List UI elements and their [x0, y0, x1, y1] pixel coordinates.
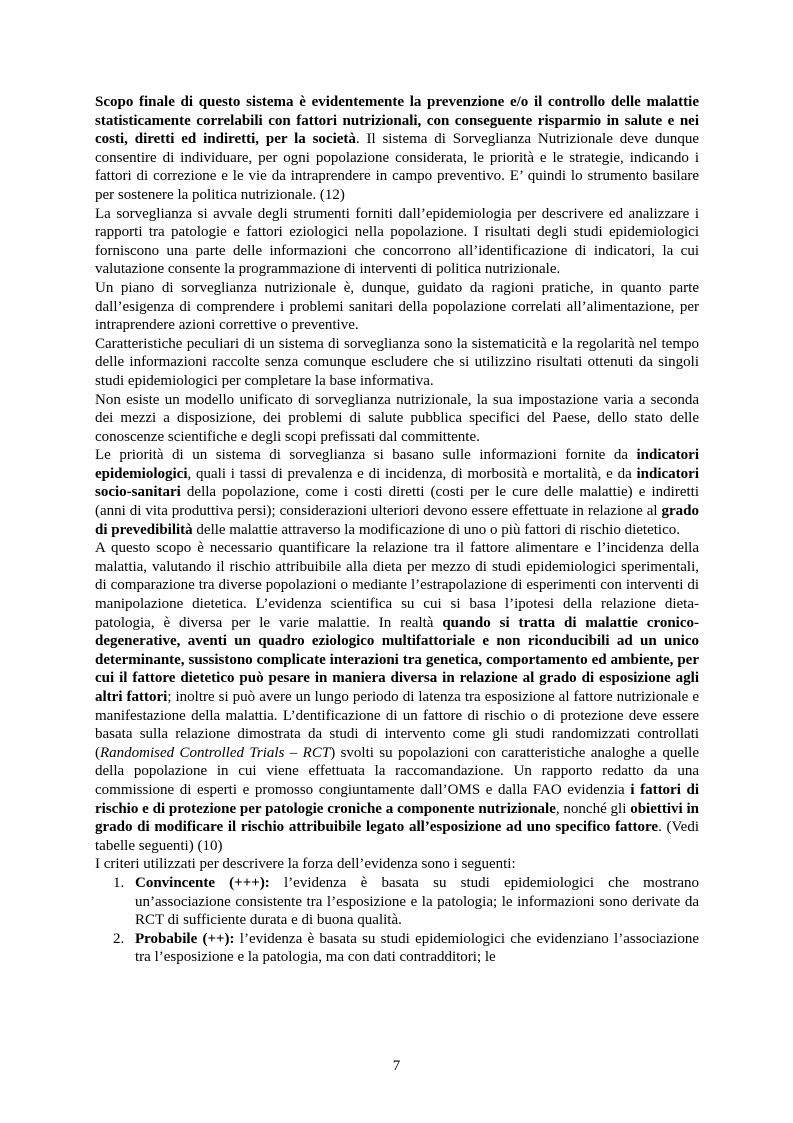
paragraph-quantification [95, 539, 699, 855]
criteria-text: l’evidenza è basata su studi epidemiologici che evidenziano l’associazione tra l’esposizione e la patologia, ma con dati contradditori; le [135, 930, 699, 966]
bold-text: indicatori epidemiologici [95, 447, 699, 482]
bold-text: i fattori di rischio e di protezione per patologie croniche a componente nutrizionale [95, 781, 699, 817]
text-span: . (Vedi tabelle seguenti) (10) [95, 819, 700, 854]
bold-text: quando si tratta di malattie cronico-degenerative, aventi un quadro eziologico multifattoriale e non riconducibili ad un unico determinante, sussistono complicate interazioni tra genetica, comportamento ed ambiente, per cui il fattore dietetico può pesare in maniera diversa in relazione al grado di esposizione agli altri fattori [95, 614, 699, 705]
paragraph-priorities [95, 446, 699, 539]
text-span: . Il sistema di Sorveglianza Nutrizionale deve dunque consentire di individuare, per ogni popolazione considerata, le priorità e le strategie, indicando i fattori di correzione e le vie da intraprendere in campo preventivo. E’ quindi lo strumento basilare per sostenere la politica nutrizionale. (12) [95, 131, 699, 203]
criteria-label: Probabile (++): [135, 930, 235, 947]
criteria-text: l’evidenza è basata su studi epidemiologici che mostrano un’associazione consistente tra l’esposizione e la patologia; le informazioni sono derivate da RCT di sufficiente durata e di buona qualità. [135, 874, 699, 929]
text-span: ; inoltre si può avere un lungo periodo di latenza tra esposizione al fattore nutrizionale e manifestazione della malattia. L’dentificazione di un fattore di rischio o di protezione deve essere basata sulla relazione dimostrata da studi di intervento come gli studi randomizzati controllati ( [95, 689, 699, 761]
list-number: 2. [113, 930, 125, 947]
text-span: , quali i tassi di prevalenza e di incidenza, di morbosità e mortalità, e da [187, 465, 637, 482]
text-span: Le priorità di un sistema di sorveglianza si basano sulle informazioni fornite da [95, 447, 637, 464]
italic-text: Randomised Controlled Trials – RCT [100, 744, 331, 761]
document-body [95, 93, 699, 967]
text-span: delle malattie attraverso la modificazione di uno o più fattori di rischio dietetico. [192, 521, 680, 538]
paragraph-criteria-intro: I criteri utilizzati per descrivere la forza dell’evidenza sono i seguenti: [95, 856, 516, 873]
bold-text: Scopo finale di questo sistema è evidentemente la prevenzione e/o il controllo delle malattie statisticamente correlabili con fattori nutrizionali, con conseguente risparmio in salute e nei costi, diretti ed indiretti, per la società [95, 94, 699, 148]
criteria-list [95, 874, 699, 967]
criteria-label: Convincente (+++): [135, 874, 270, 891]
paragraph-surveillance-plan: Un piano di sorveglianza nutrizionale è, dunque, guidato da ragioni pratiche, in quanto parte dall’esigenza di comprendere i problemi sanitari della popolazione correlati all’alimentazione, per intraprendere azioni correttive o preventive. [95, 279, 699, 334]
text-span: ) svolti su popolazioni con caratteristiche analoghe a quelle della popolazione in cui viene effettuata la raccomandazione. Un rapporto redatto da una commissione di esperti e promosso congiuntamente dall’OMS e dalla FAO evidenzia [95, 744, 699, 798]
text-span: A questo scopo è necessario quantificare la relazione tra il fattore alimentare e l’incidenza della malattia, valutando il rischio attribuibile alla dieta per mezzo di studi epidemiologici sperimentali, di comparazione tra diverse popolazioni o mediante l’estrapolazione di esperimenti con interventi di manipolazione dietetica. L’evidenza scientifica su cui si basa l’ipotesi della relazione dieta-patologia, è diversa per le varie malattie. In realtà [95, 540, 699, 631]
bold-text: indicatori socio-sanitari [95, 465, 699, 501]
bold-text: grado di prevedibilità [95, 503, 699, 538]
page-number: 7 [392, 1058, 401, 1074]
list-item [95, 874, 699, 930]
text-span: della popolazione, come i costi diretti (costi per le cure delle malattie) e indiretti (anni di vita produttiva persi); considerazioni ulteriori devono essere effettuate in relazione al [95, 484, 699, 520]
paragraph-characteristics: Caratteristiche peculiari di un sistema di sorveglianza sono la sistematicità e la regolarità nel tempo delle informazioni raccolte senza comunque escludere che si utilizzino risultati ottenuti da singoli studi epidemiologici per completare la base informativa. [95, 335, 699, 389]
list-item [95, 930, 699, 967]
bold-text: obiettivi in grado di modificare il rischio attribuibile legato all’esposizione ad uno specifico fattore [95, 800, 699, 836]
paragraph-model: Non esiste un modello unificato di sorveglianza nutrizionale, la sua impostazione varia a seconda dei mezzi a disposizione, dei problemi di salute pubblica specifici del Paese, dello stato delle conoscenze scientifiche e degli scopi prefissati dal committente. [95, 391, 699, 445]
list-number: 1. [113, 874, 125, 891]
paragraph-epidemiology: La sorveglianza si avvale degli strumenti forniti dall’epidemiologia per descrivere ed analizzare i rapporti tra patologie e fattori eziologici nella popolazione. I risultati degli studi epidemiologici forniscono una parte delle informazioni che concorrono all’identificazione di indicatori, la cui valutazione consente la programmazione di interventi di politica nutrizionale. [95, 205, 699, 278]
text-span: , nonché gli [555, 800, 631, 817]
paragraph-goal [95, 93, 699, 205]
